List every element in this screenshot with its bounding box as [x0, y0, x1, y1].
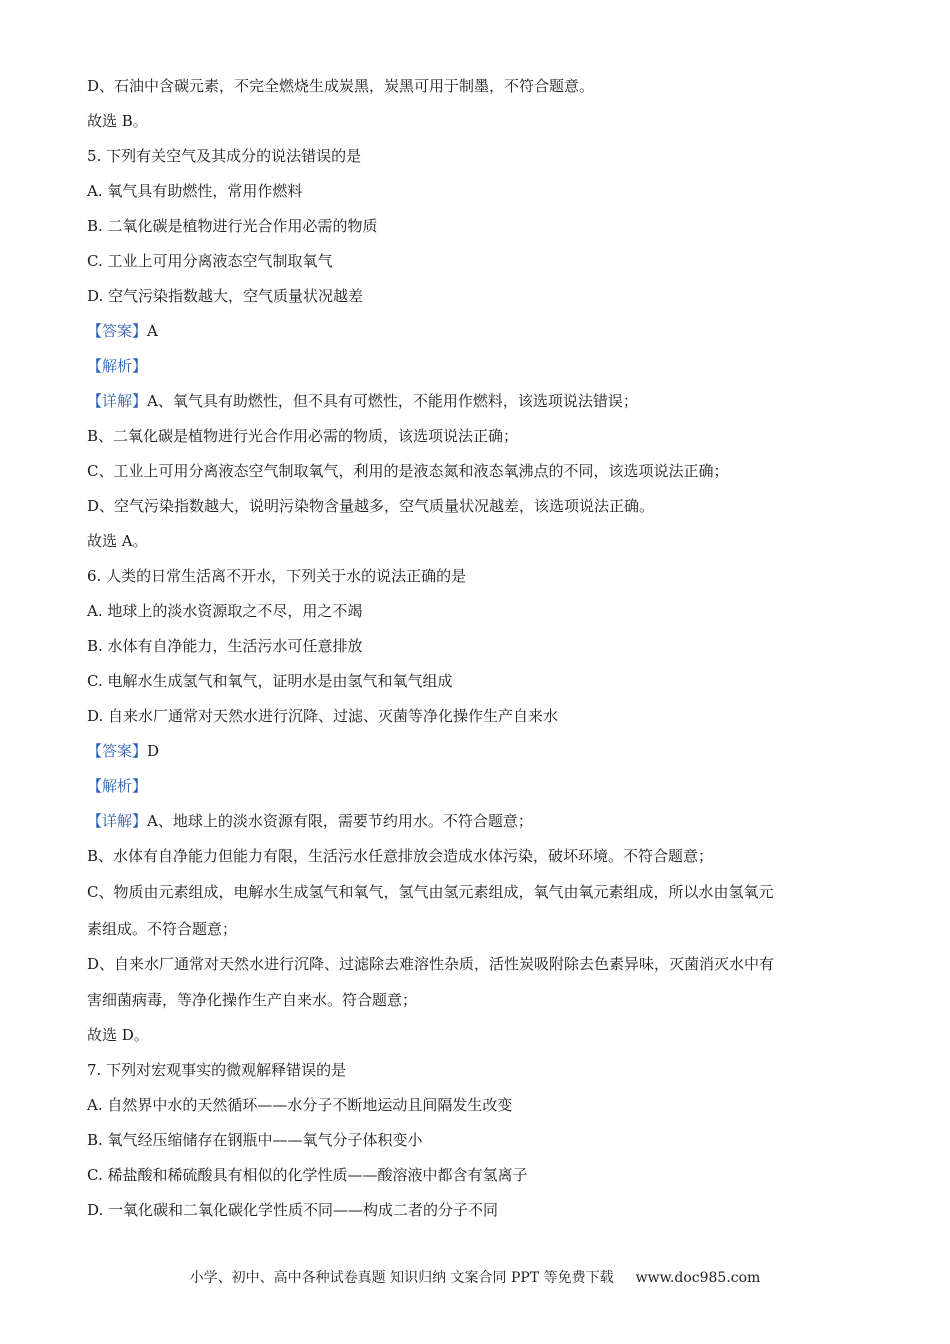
- text-line: C、工业上可用分离液态空气制取氧气，利用的是液态氮和液态氧沸点的不同，该选项说法正确；: [87, 462, 729, 480]
- option-line: C. 工业上可用分离液态空气制取氧气: [87, 252, 333, 270]
- page-footer: [0, 1268, 950, 1288]
- footer-text: 小学、初中、高中各种试卷真题 知识归纳 文案合同 PPT 等免费下载: [189, 1270, 614, 1286]
- text-line: 故选 B。: [87, 112, 148, 130]
- option-line: B. 水体有自净能力，生活污水可任意排放: [87, 637, 363, 655]
- option-line: A. 地球上的淡水资源取之不尽，用之不竭: [87, 602, 363, 620]
- option-line: D. 一氧化碳和二氧化碳化学性质不同——构成二者的分子不同: [87, 1201, 499, 1219]
- detail-tag: 【详解】: [87, 392, 148, 410]
- text-line: 故选 D。: [87, 1026, 149, 1044]
- option-line: B. 氧气经压缩储存在钢瓶中——氧气分子体积变小: [87, 1131, 423, 1149]
- option-line: C. 电解水生成氢气和氧气，证明水是由氢气和氧气组成: [87, 672, 453, 690]
- question-stem: 5. 下列有关空气及其成分的说法错误的是: [87, 147, 362, 165]
- text-line: D、自来水厂通常对天然水进行沉降、过滤除去难溶性杂质，活性炭吸附除去色素异味，灭菌消灭水中有: [87, 955, 775, 973]
- analysis-tag: 【解析】: [87, 777, 148, 795]
- option-line: C. 稀盐酸和稀硫酸具有相似的化学性质——酸溶液中都含有氢离子: [87, 1166, 528, 1184]
- detail-line: 【详解】A、地球上的淡水资源有限，需要节约用水。不符合题意；: [87, 812, 533, 830]
- option-line: B. 二氧化碳是植物进行光合作用必需的物质: [87, 217, 378, 235]
- analysis-tag: 【解析】: [87, 357, 148, 375]
- question-stem: 6. 人类的日常生活离不开水，下列关于水的说法正确的是: [87, 567, 467, 585]
- text-line: B、水体有自净能力但能力有限，生活污水任意排放会造成水体污染，破坏环境。不符合题意；: [87, 847, 714, 865]
- text-line: 素组成。不符合题意；: [87, 920, 238, 938]
- text-line: D、空气污染指数越大，说明污染物含量越多，空气质量状况越差，该选项说法正确。: [87, 497, 655, 515]
- answer-tag: 【答案】: [87, 322, 148, 340]
- text-line: 害细菌病毒，等净化操作生产自来水。符合题意；: [87, 991, 418, 1009]
- option-line: A. 氧气具有助燃性，常用作燃料: [87, 182, 303, 200]
- question-stem: 7. 下列对宏观事实的微观解释错误的是: [87, 1061, 347, 1079]
- text-line: C、物质由元素组成，电解水生成氢气和氧气，氢气由氢元素组成，氧气由氧元素组成，所以水由氢氧元: [87, 883, 774, 901]
- detail-line: 【详解】A、氧气具有助燃性，但不具有可燃性，不能用作燃料，该选项说法错误；: [87, 392, 638, 410]
- analysis-heading: [87, 776, 867, 796]
- answer-line: 【答案】D: [87, 742, 160, 760]
- text-line: 故选 A。: [87, 532, 148, 550]
- text-line: B、二氧化碳是植物进行光合作用必需的物质，该选项说法正确；: [87, 427, 519, 445]
- option-line: D. 自来水厂通常对天然水进行沉降、过滤、灭菌等净化操作生产自来水: [87, 707, 559, 725]
- answer-tag: 【答案】: [87, 742, 148, 760]
- answer-line: 【答案】A: [87, 322, 158, 340]
- option-line: D. 空气污染指数越大，空气质量状况越差: [87, 287, 364, 305]
- text-line: D、石油中含碳元素，不完全燃烧生成炭黑，炭黑可用于制墨，不符合题意。: [87, 77, 595, 95]
- analysis-heading: [87, 356, 867, 376]
- footer-url[interactable]: www.doc985.com: [635, 1270, 761, 1286]
- option-line: A. 自然界中水的天然循环——水分子不断地运动且间隔发生改变: [87, 1096, 513, 1114]
- detail-tag: 【详解】: [87, 812, 148, 830]
